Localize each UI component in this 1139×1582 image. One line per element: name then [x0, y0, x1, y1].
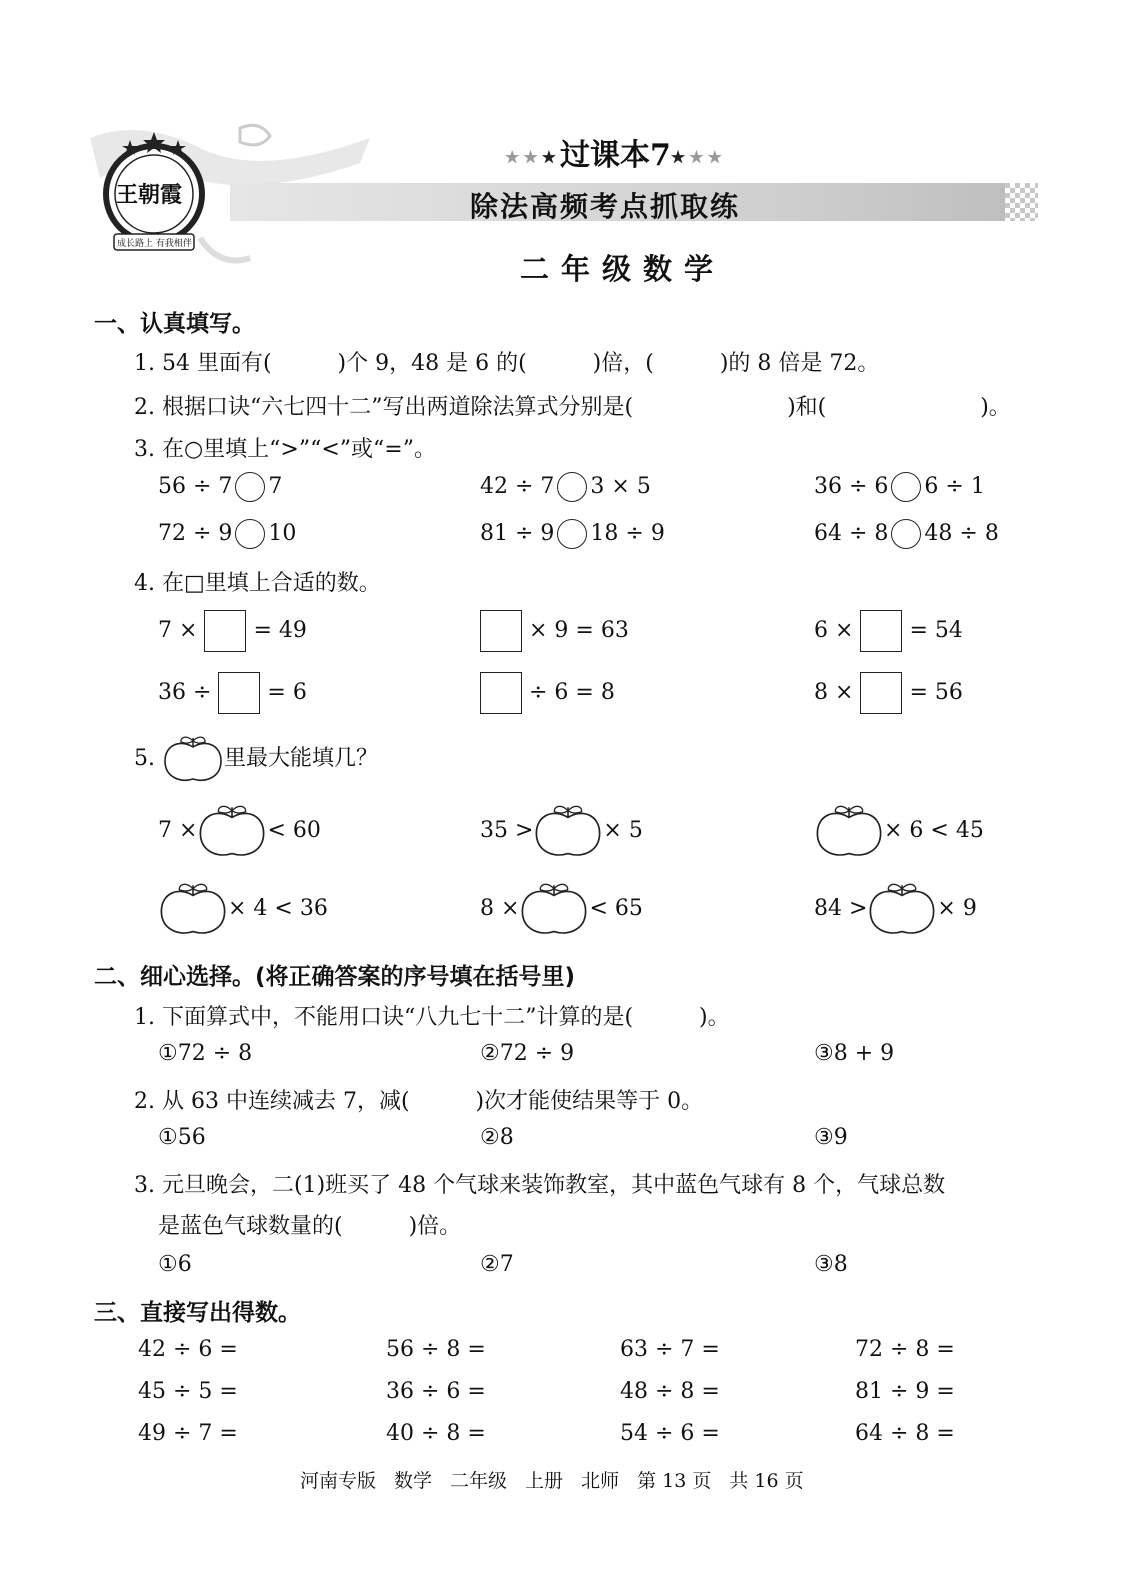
section3-heading: 三、直接写出得数。 [94, 1300, 301, 1326]
question-1-5: 5. 里最大能填几？ [134, 733, 378, 785]
compare-item: 56 ÷ 7 7 [158, 472, 282, 502]
apple-item: 8 × < 65 [480, 878, 643, 940]
answer-circle[interactable] [557, 519, 587, 549]
answer-circle[interactable] [891, 472, 921, 502]
calc-item[interactable]: 40 ÷ 8 = [386, 1421, 486, 1446]
fill-box-item: 8 × = 56 [814, 672, 963, 714]
apple-item: 35 > × 5 [480, 800, 643, 862]
fill-box-item: ÷ 6 = 8 [480, 672, 615, 714]
question-2-1: 1. 下面算式中，不能用口诀“八九七十二”计算的是( )。 [134, 1005, 730, 1030]
question-1-4: 4. 在□里填上合适的数。 [134, 571, 381, 596]
answer-box[interactable] [860, 672, 902, 714]
apple-icon[interactable] [533, 800, 603, 862]
logo-slogan: 成长路上 有我相伴 [117, 239, 192, 249]
star-icon: ★★ [689, 147, 726, 167]
compare-item: 81 ÷ 9 18 ÷ 9 [480, 519, 665, 549]
calc-item[interactable]: 64 ÷ 8 = [855, 1421, 955, 1446]
fill-box-item: 36 ÷ = 6 [158, 672, 307, 714]
calc-item[interactable]: 56 ÷ 8 = [386, 1337, 486, 1362]
grade-subject: 二年级数学 [520, 252, 726, 286]
star-icon: ★★ [505, 147, 542, 167]
option[interactable]: ③9 [814, 1125, 848, 1150]
answer-box[interactable] [860, 610, 902, 652]
apple-item: × 4 < 36 [158, 878, 328, 940]
calc-item[interactable]: 54 ÷ 6 = [620, 1421, 720, 1446]
section1-heading: 一、认真填写。 [94, 311, 255, 337]
question-2-3-cont: 是蓝色气球数量的( )倍。 [158, 1214, 462, 1239]
apple-icon[interactable] [197, 800, 267, 862]
fill-box-item: 7 × = 49 [158, 610, 307, 652]
apple-item: 84 > × 9 [814, 878, 977, 940]
fill-box-item: 6 × = 54 [814, 610, 963, 652]
page-footer: 河南专版 数学 二年级 上册 北师 第 13 页 共 16 页 [300, 1470, 804, 1492]
answer-circle[interactable] [235, 519, 265, 549]
answer-circle[interactable] [891, 519, 921, 549]
answer-box[interactable] [204, 610, 246, 652]
banner-title: 除法高频考点抓取练 [470, 190, 741, 223]
apple-icon [162, 733, 224, 785]
answer-box[interactable] [480, 672, 522, 714]
question-1-1: 1. 54 里面有( )个 9，48 是 6 的( )倍，( )的 8 倍是 72。 [134, 351, 880, 376]
apple-item: 7 × < 60 [158, 800, 321, 862]
question-1-3: 3. 在○里填上“>”“<”或“=”。 [134, 437, 436, 462]
calc-item[interactable]: 49 ÷ 7 = [138, 1421, 238, 1446]
apple-item: × 6 < 45 [814, 800, 984, 862]
question-1-2: 2. 根据口诀“六七四十二”写出两道除法算式分别是( )和( )。 [134, 395, 1011, 420]
option[interactable]: ②8 [480, 1125, 514, 1150]
option[interactable]: ③8 [814, 1252, 848, 1277]
option[interactable]: ②72 ÷ 9 [480, 1041, 575, 1066]
option[interactable]: ①56 [158, 1125, 206, 1150]
calc-item[interactable]: 48 ÷ 8 = [620, 1379, 720, 1404]
calc-item[interactable]: 36 ÷ 6 = [386, 1379, 486, 1404]
compare-item: 72 ÷ 9 10 [158, 519, 296, 549]
star-icon: ★ [670, 147, 690, 167]
calc-item[interactable]: 42 ÷ 6 = [138, 1337, 238, 1362]
question-2-3: 3. 元旦晚会，二(1)班买了 48 个气球来装饰教室，其中蓝色气球有 8 个，气球总数 [134, 1173, 946, 1198]
calc-item[interactable]: 72 ÷ 8 = [855, 1337, 955, 1362]
logo-text: 王朝霞 [116, 182, 183, 208]
apple-icon[interactable] [519, 878, 589, 940]
banner-pattern [1000, 183, 1038, 221]
question-2-2: 2. 从 63 中连续减去 7，减( )次才能使结果等于 0。 [134, 1089, 704, 1114]
compare-item: 36 ÷ 6 6 ÷ 1 [814, 472, 985, 502]
calc-item[interactable]: 45 ÷ 5 = [138, 1379, 238, 1404]
compare-item: 42 ÷ 7 3 × 5 [480, 472, 651, 502]
star-icon: ★ [541, 147, 561, 167]
answer-circle[interactable] [557, 472, 587, 502]
answer-circle[interactable] [235, 472, 265, 502]
apple-icon[interactable] [814, 800, 884, 862]
apple-icon[interactable] [867, 878, 937, 940]
option[interactable]: ①6 [158, 1252, 192, 1277]
answer-box[interactable] [218, 672, 260, 714]
answer-box[interactable] [480, 610, 522, 652]
calc-item[interactable]: 81 ÷ 9 = [855, 1379, 955, 1404]
calc-item[interactable]: 63 ÷ 7 = [620, 1337, 720, 1362]
apple-icon[interactable] [158, 878, 228, 940]
logo [100, 130, 208, 260]
option[interactable]: ③8 + 9 [814, 1041, 895, 1066]
fill-box-item: × 9 = 63 [480, 610, 629, 652]
series-title: ★★★过课本7★★★ [505, 138, 726, 173]
option[interactable]: ②7 [480, 1252, 514, 1277]
option[interactable]: ①72 ÷ 8 [158, 1041, 253, 1066]
compare-item: 64 ÷ 8 48 ÷ 8 [814, 519, 999, 549]
section2-heading: 二、细心选择。(将正确答案的序号填在括号里) [94, 964, 576, 990]
